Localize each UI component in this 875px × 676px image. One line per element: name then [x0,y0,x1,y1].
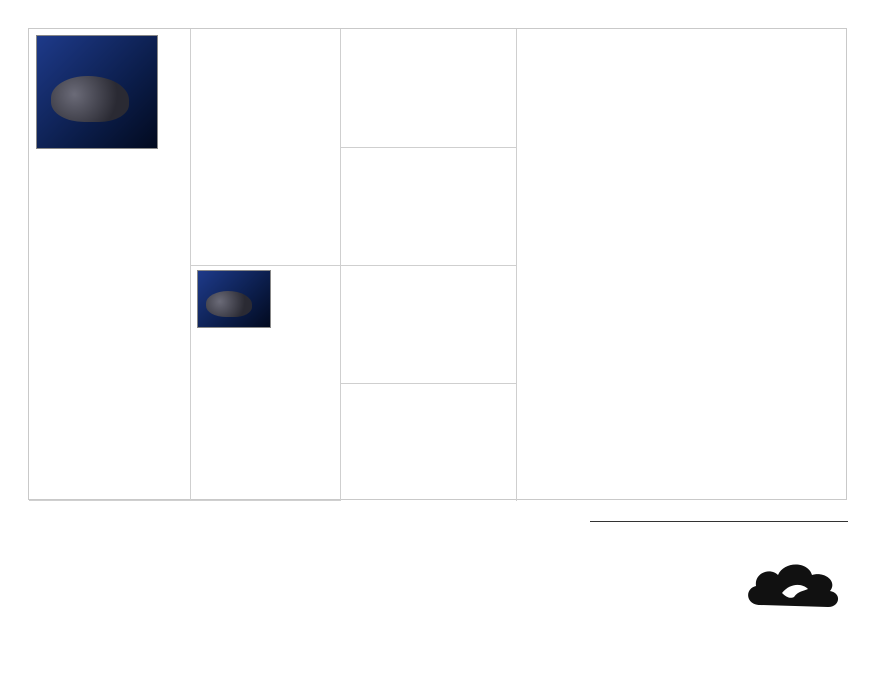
signature-line[interactable] [590,521,848,522]
bird-photo-black-elegance [197,270,271,328]
pigeon-image [51,76,129,122]
gen3-cell-1[interactable] [341,29,517,148]
gen3-cell-4[interactable] [341,384,517,501]
pigeon-image [206,291,252,317]
gen2-dam-cell[interactable] [191,266,341,501]
gen3-cell-3[interactable] [341,266,517,384]
gen1-cell[interactable] [29,29,191,501]
gen3-cell-2[interactable] [341,148,517,266]
bird-photo-thunder [36,35,158,149]
gen2-sire-cell[interactable] [191,29,341,266]
pedigree-chart [28,28,847,500]
cloud-pigeon-logo-icon [742,553,846,613]
